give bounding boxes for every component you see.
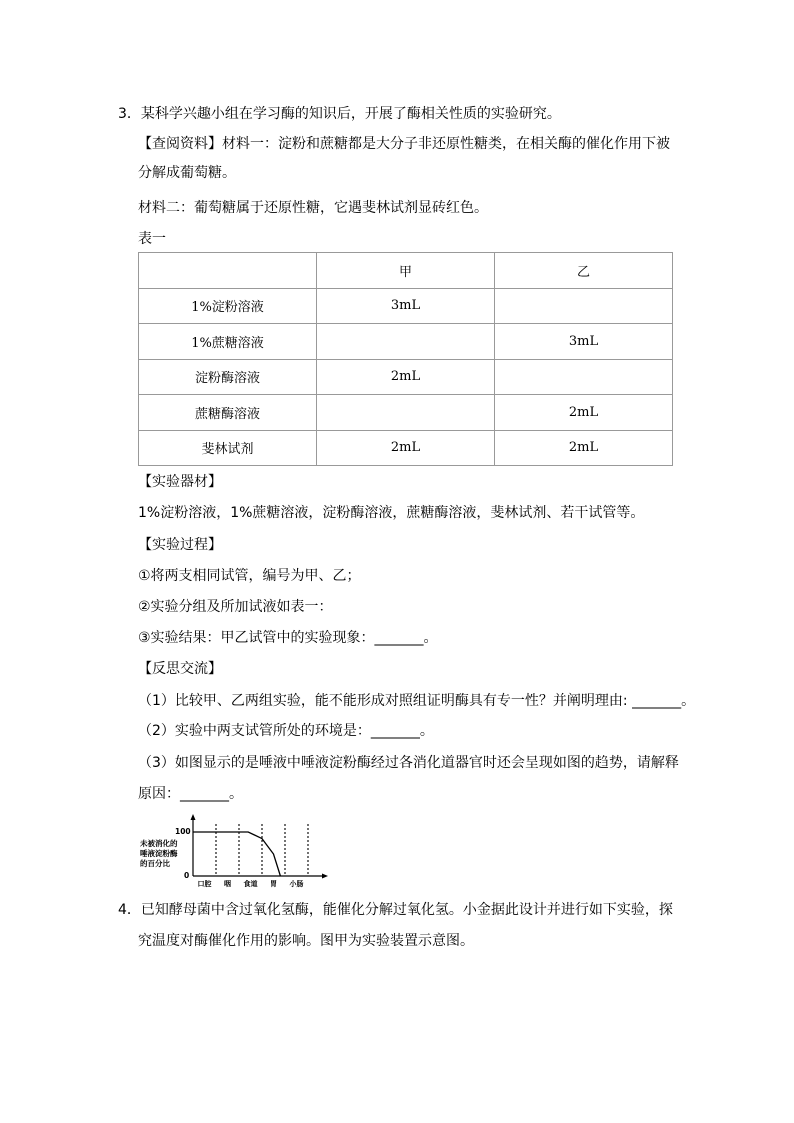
reflection-2: （2）实验中两支试管所处的环境是：_______。 xyxy=(138,723,434,739)
table-header-cell xyxy=(139,253,317,289)
process-heading: 【实验过程】 xyxy=(138,537,222,553)
table-cell xyxy=(317,324,495,360)
table-cell: 斐林试剂 xyxy=(139,430,317,466)
table-cell: 蔗糖酶溶液 xyxy=(139,395,317,431)
table-header-cell: 甲 xyxy=(317,253,495,289)
table-cell xyxy=(495,288,673,324)
y-axis-arrow xyxy=(191,814,196,820)
table-row xyxy=(139,324,673,360)
y-axis-label-line: 未被消化的 xyxy=(140,839,178,848)
material-1-line-2: 分解成葡萄糖。 xyxy=(138,165,236,181)
y-axis-label-line: 的百分比 xyxy=(140,859,170,868)
y-tick-100: 100 xyxy=(175,827,191,836)
table-cell: 2mL xyxy=(495,395,673,431)
step-2: ②实验分组及所加试液如表一： xyxy=(138,599,333,615)
x-tick-labels xyxy=(198,879,304,888)
table-cell xyxy=(495,359,673,395)
x-tick-label: 食道 xyxy=(243,880,258,888)
equipment-text: 1%淀粉溶液，1%蔗糖溶液，淀粉酶溶液，蔗糖酶溶液，斐林试剂、若干试管等。 xyxy=(138,505,645,521)
table-row xyxy=(139,430,673,466)
table-header-cell: 乙 xyxy=(495,253,673,289)
x-tick-label: 小肠 xyxy=(289,880,304,888)
equipment-heading: 【实验器材】 xyxy=(138,474,222,490)
enzyme-chart xyxy=(138,810,328,890)
table-header-row xyxy=(139,253,673,289)
table-cell: 3mL xyxy=(317,288,495,324)
table-row xyxy=(139,359,673,395)
x-tick-label: 口腔 xyxy=(197,880,212,888)
table-cell: 2mL xyxy=(317,359,495,395)
table-cell: 1%蔗糖溶液 xyxy=(139,324,317,360)
table-cell: 淀粉酶溶液 xyxy=(139,359,317,395)
q3-intro: 3．某科学兴趣小组在学习酶的知识后，开展了酶相关性质的实验研究。 xyxy=(118,106,561,122)
table-cell: 2mL xyxy=(317,430,495,466)
reflection-3-line-1: （3）如图显示的是唾液中唾液淀粉酶经过各消化道器官时还会呈现如图的趋势，请解释 xyxy=(138,755,679,771)
x-tick-label: 咽 xyxy=(224,880,231,888)
material-1-line-1: 【查阅资料】材料一：淀粉和蔗糖都是大分子非还原性糖类，在相关酶的催化作用下被 xyxy=(138,136,670,152)
table-row xyxy=(139,395,673,431)
x-tick-label: 胃 xyxy=(270,880,277,888)
series-line xyxy=(193,832,280,876)
y-axis-label xyxy=(140,838,178,868)
reflection-1: （1）比较甲、乙两组实验，能不能形成对照组证明酶具有专一性？并阐明理由: _______。 xyxy=(138,693,696,709)
y-axis-label-line: 唾液淀粉酶 xyxy=(140,849,178,858)
material-2: 材料二：葡萄糖属于还原性糖，它遇斐林试剂显砖红色。 xyxy=(138,200,488,216)
table-cell: 1%淀粉溶液 xyxy=(139,288,317,324)
table-row xyxy=(139,288,673,324)
table-cell xyxy=(317,395,495,431)
reagent-table xyxy=(138,252,673,466)
q4-line-2: 究温度对酶催化作用的影响。图甲为实验装置示意图。 xyxy=(138,933,474,949)
table-caption: 表一 xyxy=(138,231,166,247)
reflection-heading: 【反思交流】 xyxy=(138,661,222,677)
table-cell: 2mL xyxy=(495,430,673,466)
step-1: ①将两支相同试管，编号为甲、乙； xyxy=(138,568,361,584)
table-cell: 3mL xyxy=(495,324,673,360)
step-3: ③实验结果：甲乙试管中的实验现象：_______。 xyxy=(138,630,438,646)
x-axis-arrow xyxy=(322,874,328,879)
y-tick-0: 0 xyxy=(184,871,190,880)
reflection-3-line-2: 原因：_______。 xyxy=(138,786,243,802)
q4-line-1: 4．已知酵母菌中含过氧化氢酶，能催化分解过氧化氢。小金据此设计并进行如下实验，探 xyxy=(118,902,673,918)
